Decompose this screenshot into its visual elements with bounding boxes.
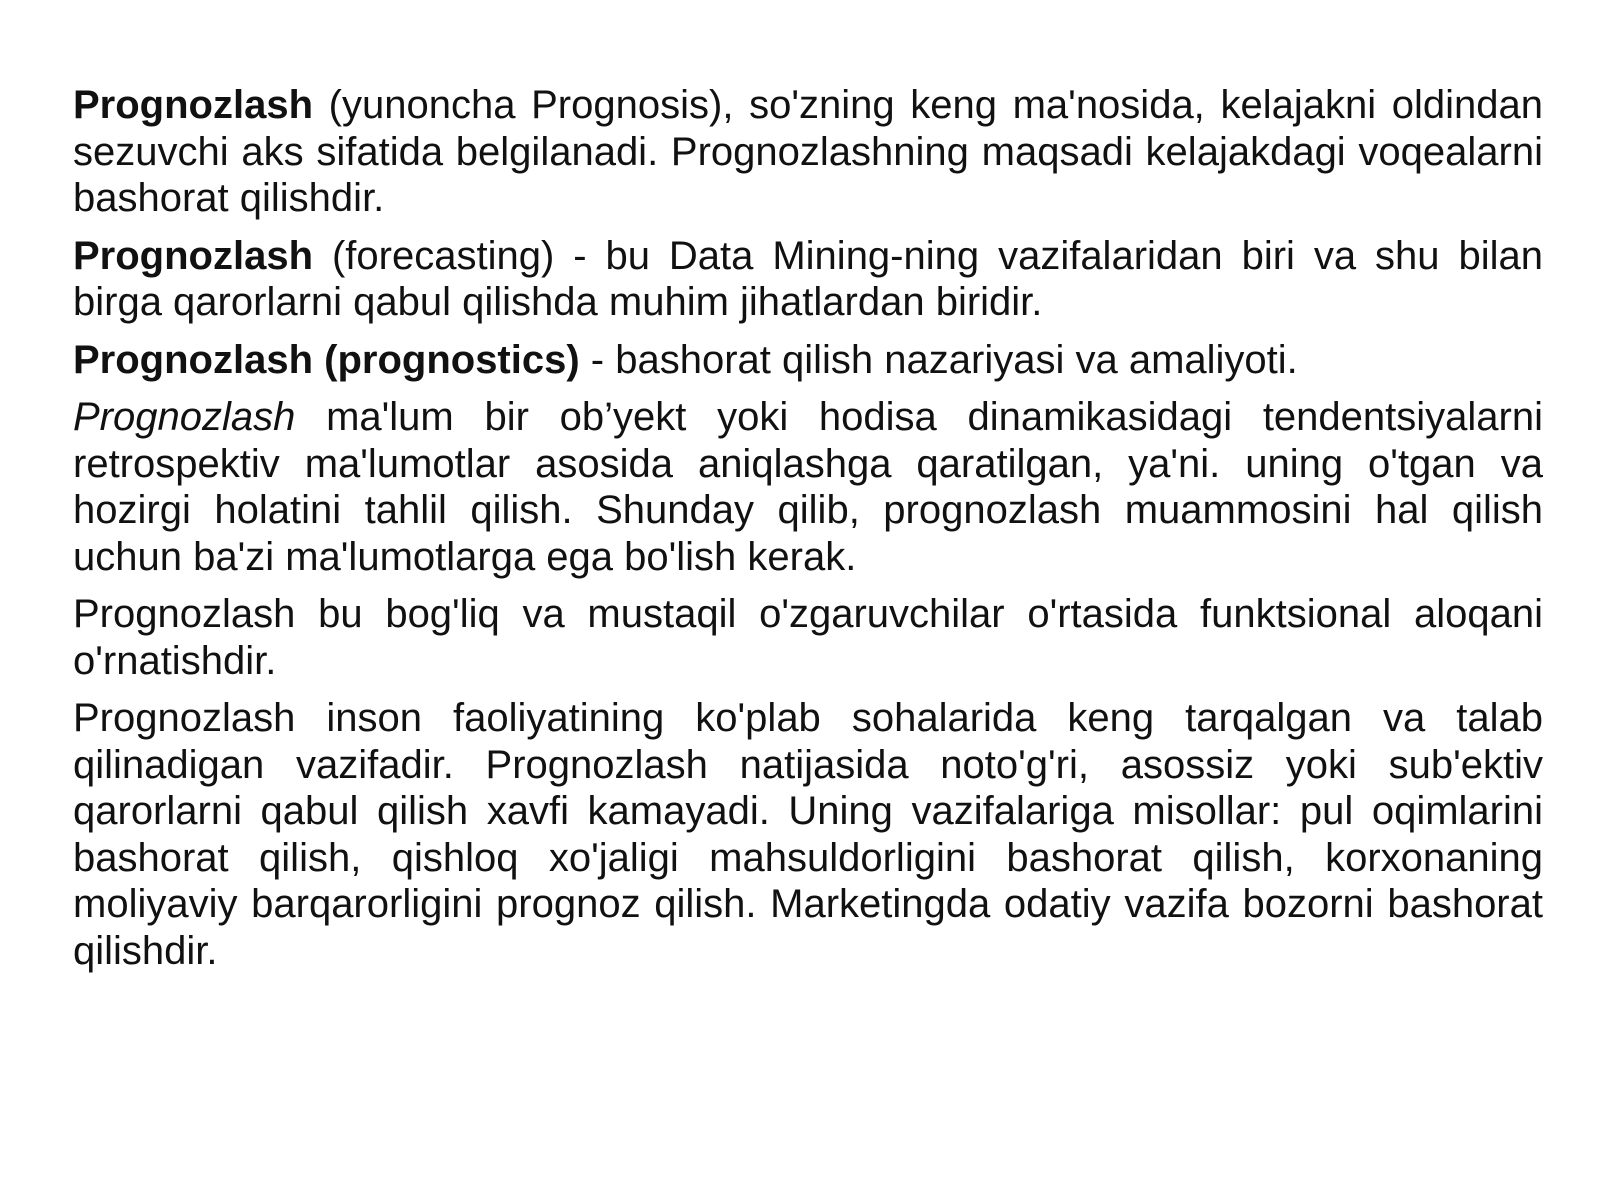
- paragraph-forecasting: [73, 233, 1543, 326]
- paragraph-text: Prognozlash inson faoliyatining ko'plab sohalarida keng tarqalgan va talab qilinadigan vazifadir. Prognozlash natijasida noto'g'ri, asossiz yoki sub'ektiv qarorlarni qabul qilish xavfi kamayadi. Uning vazifalariga misollar: pul oqimlarini bashorat qilish, qishloq xo'jaligi mahsuldorligini bashorat qilish, korxonaning moliyaviy barqarorligini prognoz qilish. Marketingda odatiy vazifa bozorni bashorat qilishdir.: [73, 696, 1543, 973]
- paragraph-etymology: [73, 82, 1543, 222]
- paragraph-functional-relation: [73, 591, 1543, 684]
- paragraph-text: - bashorat qilish nazariyasi va amaliyoti.: [579, 337, 1298, 382]
- slide-body: [73, 82, 1543, 974]
- term-bold: Prognozlash (prognostics): [73, 337, 580, 382]
- paragraph-tendencies: [73, 394, 1543, 580]
- term-italic: Prognozlash: [73, 395, 296, 439]
- paragraph-prognostics: [73, 337, 1543, 384]
- paragraph-text: ma'lum bir ob’yekt yoki hodisa dinamikasidagi tendentsiyalarni retrospektiv ma'lumotlar asosida aniqlashga qaratilgan, ya'ni. uning o'tgan va hozirgi holatini tahlil qilish. Shunday qilib, prognozlash muammosini hal qilish uchun ba'zi ma'lumotlarga ega bo'lish kerak.: [73, 395, 1543, 579]
- paragraph-applications: [73, 695, 1543, 974]
- paragraph-text: (forecasting) - bu Data Mining-ning vazifalaridan biri va shu bilan birga qarorlarni qabul qilishda muhim jihatlardan biridir.: [73, 233, 1543, 324]
- paragraph-text: Prognozlash bu bog'liq va mustaqil o'zgaruvchilar o'rtasida funktsional aloqani o'rnatishdir.: [73, 592, 1543, 683]
- term-bold: Prognozlash: [73, 233, 314, 278]
- paragraph-text: (yunoncha Prognosis), so'zning keng ma'nosida, kelajakni oldindan sezuvchi aks sifatida belgilanadi. Prognozlashning maqsadi kelajakdagi voqealarni bashorat qilishdir.: [73, 83, 1543, 220]
- term-bold: Prognozlash: [73, 83, 314, 127]
